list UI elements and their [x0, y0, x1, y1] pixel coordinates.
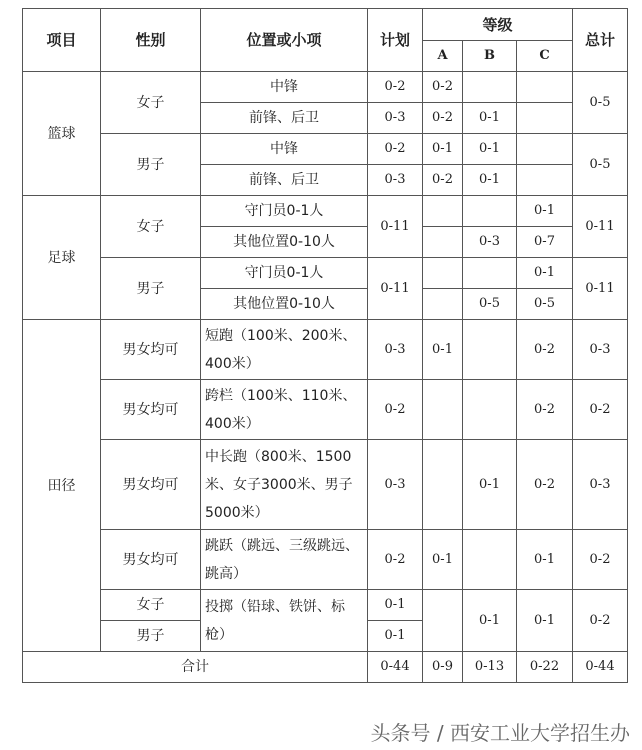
position-cell: 其他位置0-10人	[201, 227, 368, 258]
a-cell: 0-1	[423, 134, 463, 165]
sum-total: 0-44	[573, 652, 628, 683]
a-cell: 0-1	[423, 530, 463, 590]
gender-cell: 男子	[101, 258, 201, 320]
c-cell: 0-7	[517, 227, 573, 258]
plan-cell: 0-11	[368, 258, 423, 320]
header-total: 总计	[573, 9, 628, 72]
a-cell	[423, 227, 463, 258]
c-cell: 0-2	[517, 320, 573, 380]
gender-cell: 女子	[101, 590, 201, 621]
a-cell	[423, 380, 463, 440]
a-cell	[423, 440, 463, 530]
table-row	[23, 320, 628, 380]
table-row	[23, 72, 628, 103]
position-cell: 投掷（铅球、铁饼、标枪）	[201, 590, 368, 652]
total-cell: 0-5	[573, 72, 628, 134]
c-cell	[517, 165, 573, 196]
total-cell: 0-2	[573, 380, 628, 440]
plan-cell: 0-11	[368, 196, 423, 258]
sport-basketball: 篮球	[23, 72, 101, 196]
total-cell: 0-2	[573, 530, 628, 590]
position-cell: 中长跑（800米、1500米、女子3000米、男子5000米）	[201, 440, 368, 530]
position-cell: 前锋、后卫	[201, 165, 368, 196]
header-b: B	[463, 41, 517, 72]
total-cell: 0-3	[573, 320, 628, 380]
total-cell: 0-2	[573, 590, 628, 652]
b-cell: 0-3	[463, 227, 517, 258]
b-cell	[463, 320, 517, 380]
position-cell: 守门员0-1人	[201, 258, 368, 289]
gender-cell: 男子	[101, 621, 201, 652]
plan-cell: 0-1	[368, 590, 423, 621]
c-cell: 0-2	[517, 380, 573, 440]
a-cell: 0-2	[423, 103, 463, 134]
plan-cell: 0-3	[368, 103, 423, 134]
a-cell	[423, 196, 463, 227]
sum-a: 0-9	[423, 652, 463, 683]
total-cell: 0-11	[573, 196, 628, 258]
table-row	[23, 134, 628, 165]
gender-cell: 男女均可	[101, 380, 201, 440]
total-cell: 0-5	[573, 134, 628, 196]
gender-cell: 男女均可	[101, 530, 201, 590]
plan-cell: 0-3	[368, 440, 423, 530]
c-cell	[517, 103, 573, 134]
a-cell	[423, 590, 463, 652]
header-grade: 等级	[423, 9, 573, 41]
position-cell: 前锋、后卫	[201, 103, 368, 134]
gender-cell: 女子	[101, 196, 201, 258]
header-item: 项目	[23, 9, 101, 72]
sum-b: 0-13	[463, 652, 517, 683]
c-cell: 0-2	[517, 440, 573, 530]
position-cell: 跨栏（100米、110米、400米）	[201, 380, 368, 440]
b-cell	[463, 530, 517, 590]
c-cell: 0-1	[517, 590, 573, 652]
sum-c: 0-22	[517, 652, 573, 683]
plan-cell: 0-2	[368, 530, 423, 590]
position-cell: 其他位置0-10人	[201, 289, 368, 320]
gender-cell: 男女均可	[101, 320, 201, 380]
c-cell	[517, 72, 573, 103]
b-cell: 0-1	[463, 440, 517, 530]
gender-cell: 男女均可	[101, 440, 201, 530]
b-cell: 0-1	[463, 165, 517, 196]
header-gender: 性别	[101, 9, 201, 72]
sport-football: 足球	[23, 196, 101, 320]
sum-label: 合计	[23, 652, 368, 683]
table-row	[23, 530, 628, 590]
b-cell: 0-1	[463, 103, 517, 134]
sport-track: 田径	[23, 320, 101, 652]
header-c: C	[517, 41, 573, 72]
c-cell: 0-1	[517, 196, 573, 227]
header-plan: 计划	[368, 9, 423, 72]
table-row	[23, 196, 628, 227]
watermark: 头条号 / 西安工业大学招生办	[370, 721, 630, 745]
b-cell	[463, 380, 517, 440]
total-cell: 0-3	[573, 440, 628, 530]
plan-cell: 0-1	[368, 621, 423, 652]
table-row	[23, 258, 628, 289]
b-cell: 0-1	[463, 134, 517, 165]
position-cell: 短跑（100米、200米、400米）	[201, 320, 368, 380]
gender-cell: 女子	[101, 72, 201, 134]
b-cell	[463, 196, 517, 227]
plan-cell: 0-2	[368, 134, 423, 165]
a-cell: 0-2	[423, 165, 463, 196]
total-cell: 0-11	[573, 258, 628, 320]
a-cell: 0-2	[423, 72, 463, 103]
admission-quota-table	[22, 8, 628, 683]
c-cell	[517, 134, 573, 165]
header-a: A	[423, 41, 463, 72]
plan-cell: 0-2	[368, 72, 423, 103]
c-cell: 0-5	[517, 289, 573, 320]
a-cell	[423, 289, 463, 320]
c-cell: 0-1	[517, 530, 573, 590]
b-cell	[463, 258, 517, 289]
plan-cell: 0-3	[368, 165, 423, 196]
sum-plan: 0-44	[368, 652, 423, 683]
a-cell	[423, 258, 463, 289]
a-cell: 0-1	[423, 320, 463, 380]
table-row	[23, 590, 628, 621]
b-cell	[463, 72, 517, 103]
table-row	[23, 380, 628, 440]
sum-row	[23, 652, 628, 683]
gender-cell: 男子	[101, 134, 201, 196]
c-cell: 0-1	[517, 258, 573, 289]
plan-cell: 0-2	[368, 380, 423, 440]
table-row	[23, 440, 628, 530]
b-cell: 0-1	[463, 590, 517, 652]
position-cell: 跳跃（跳远、三级跳远、跳高）	[201, 530, 368, 590]
b-cell: 0-5	[463, 289, 517, 320]
position-cell: 守门员0-1人	[201, 196, 368, 227]
plan-cell: 0-3	[368, 320, 423, 380]
header-position: 位置或小项	[201, 9, 368, 72]
position-cell: 中锋	[201, 72, 368, 103]
position-cell: 中锋	[201, 134, 368, 165]
